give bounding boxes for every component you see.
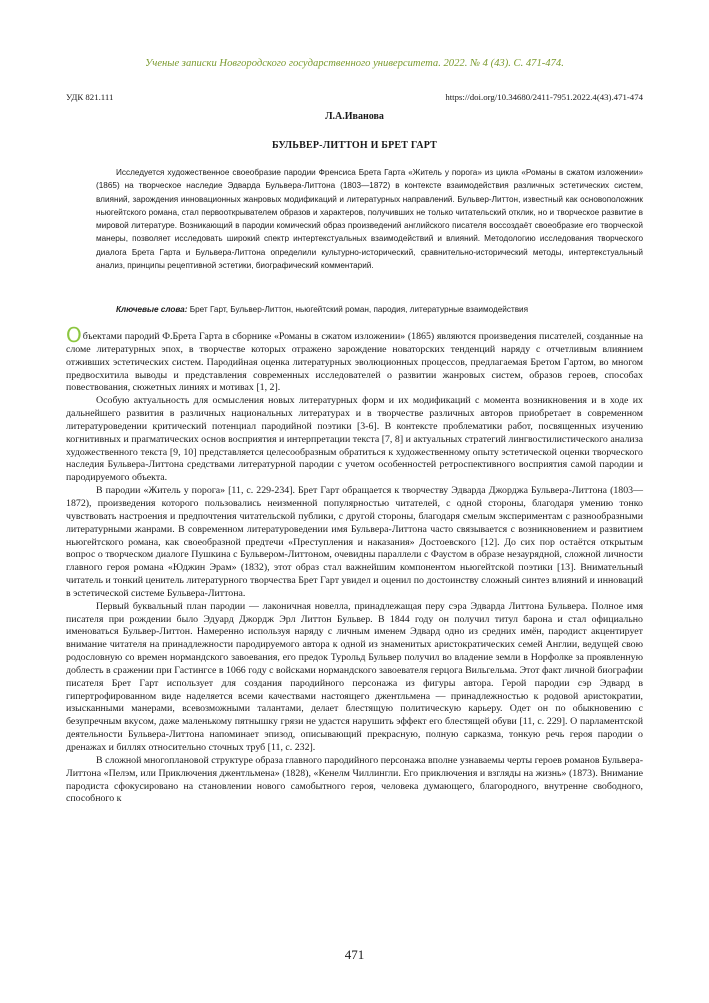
keywords-label: Ключевые слова:	[116, 305, 188, 314]
udk-code: УДК 821.111	[66, 92, 114, 102]
paragraph-5: В сложной многоплановой структуре образа главного пародийного персонажа вполне узнаваемы черты героев романов Бульвера-Литтона «Пелэм, или Приключения джентльмена» (1828), «Кенелм Чиллингли. Его приключения и взгляды на жизнь» (1873). Внимание пародиста сфокусировано на становлении нового самобытного героя, человека думающего, благородного, внутренне свободного, способного к	[66, 754, 643, 805]
article-title: БУЛЬВЕР-ЛИТТОН И БРЕТ ГАРТ	[271, 140, 438, 151]
author-name: Л.А.Иванова	[325, 111, 384, 122]
meta-row	[66, 92, 643, 102]
paragraph-4: Первый буквальный план пародии — лаконичная новелла, принадлежащая перу сэра Эдварда Литтона Бульвера. Полное имя писателя при рождении было Эдуард Джордж Эрл Литтон Бульвер. В 1844 году он получил титул барона и стал официально именоваться Бульвер-Литтон. Намеренно используя наряду с личным именем Эдвард одно из средних имён, пародист акцентирует внимание читателя на принадлежности пародируемого автора к одной из знаменитых аристократических семей Англии, ведущей свою родословную со времен нормандского завоевания, его предок Турольд Бульвер получил во владение земли в Норфолке за проявленную доблесть в сражении при Гастингсе в 1066 году с войсками нормандского завоевателя герцога Вильгельма. Этот факт личной биографии писателя Брет Гарт использует для создания пародийного персонажа из фигуры автора. Герой пародии сэр Эдвард в гипертрофированном виде наделяется всеми качествами настоящего джентльмена — принадлежностью к родовой аристократии, изысканными манерами, всевозможными талантами, делает блестящую политическую карьеру. Одет он по обыкновению с безупречным вкусом, даже маленькому пятнышку грязи не удастся нарушить эффект его блестящей обуви [11, с. 229]. О парламентской деятельности Бульвера-Литтона напоминает эпизод, описывающий прекрасную, полную сарказма, тонкую речь героя пародии о дренажах и биллях относительно сточных труб [11, с. 232].	[66, 600, 643, 753]
page-number: 471	[344, 947, 365, 962]
doi-link[interactable]: https://doi.org/10.34680/2411-7951.2022.4(43).471-474	[445, 92, 643, 102]
journal-header: Ученые записки Новгородского государственного университета. 2022. № 4 (43). С. 471-474.	[145, 58, 564, 69]
paragraph-3: В пародии «Житель у порога» [11, с. 229-234]. Брет Гарт обращается к творчеству Эдварда Джорджа Бульвера-Литтона (1803—1872), произведения которого пользовались неизменной популярностью читателей, с одной стороны, благодаря умению тонко чувствовать настроения и предпочтения читательской публики, с другой стороны, благодаря смелым экспериментам с разнообразными литературными жанрами. В современном литературоведении имя Бульвера-Литтона часто связывается с возникновением и развитием ньюгейтского романа, как своеобразной предтечи «Преступления и наказания» Достоевского [12]. До сих пор остаётся открытым вопрос о творческом диалоге Пушкина с Бульвером-Литтоном, очевидны параллели с Фаустом в образе незаурядной, сложной личности главного героя романа «Юджин Эрам» (1832), этот образ стал важнейшим компонентом ньюгейтской поэтики [13]. Внимательный читатель и тонкий ценитель литературного творчества Брет Гарт увидел и оценил по достоинству сложный синтез влияний и инноваций в эстетической системе Бульвера-Литтона.	[66, 485, 643, 599]
paragraph-1	[66, 323, 643, 395]
paragraph-2: Особую актуальность для осмысления новых литературных форм и их модификаций с момента возникновения и в ходе их дальнейшего развития в различных национальных литературах и в творчестве различных авторов приобретает в современном литературоведении критический потенциал пародийной поэтики [3-6]. В контексте проблематики работ, посвященных изучению когнитивных и прагматических основ восприятия и интерпретации текста [7, 8] и актуальных стратегий лингвостилистического анализа художественного текста [9, 10] представляется целесообразным обратиться к художественному опыту эстетической оценки творческого наследия Бульвера-Литтона средствами литературной пародии с учетом особенностей ретроспективного восприятия самой пародии и пародируемого объекта.	[66, 395, 643, 484]
abstract: Исследуется художественное своеобразие пародии Френсиса Брета Гарта «Житель у порога» из цикла «Романы в сжатом изложении» (1865) на творческое наследие Эдварда Бульвера-Литтона (1803—1872) в контексте взаимодействия различных эстетических систем, влияний, зарождения инновационных жанровых модификаций и литературных направлений. Бульвер-Литтон, известный как основоположник ньюгейтского романа, стал первооткрывателем образов и характеров, получивших не только читательский отклик, но и творческое развитие в мировой литературе. Возникающий в пародии комический образ произведений английского писателя воссоздаёт своеобразие его творческой манеры, позволяет исследовать широкий спектр интертекстуальных взаимодействий и влияний. Методологию исследования творческого диалога Брета Гарта и Бульвера-Литтона определили культурно-исторический, сравнительно-исторический методы, интертекстуальный анализ, принципы рецептивной эстетики, биографический комментарий.	[96, 168, 643, 271]
paragraph-1-text: бъектами пародий Ф.Брета Гарта в сборнике «Романы в сжатом изложении» (1865) являются произведения писателей, созданные на сломе литературных эпох, в творчестве которых отражено зарождение новаторских тенденций наряду с отчетливым влиянием отживших эстетических систем. Пародийная оценка литературных эволюционных процессов, предлагаемая Бретом Гартом, во многом предвосхитила выводы и представления современных исследователей о развитии жанровых систем, образов героев, способах повествования, сюжетных линиях и мотивах [1, 2].	[66, 331, 643, 394]
article-body	[66, 323, 643, 806]
keywords	[116, 304, 643, 316]
drop-cap: О	[66, 323, 82, 347]
keywords-text: Брет Гарт, Бульвер-Литтон, ньюгейтский роман, пародия, литературные взаимодействия	[187, 305, 529, 314]
